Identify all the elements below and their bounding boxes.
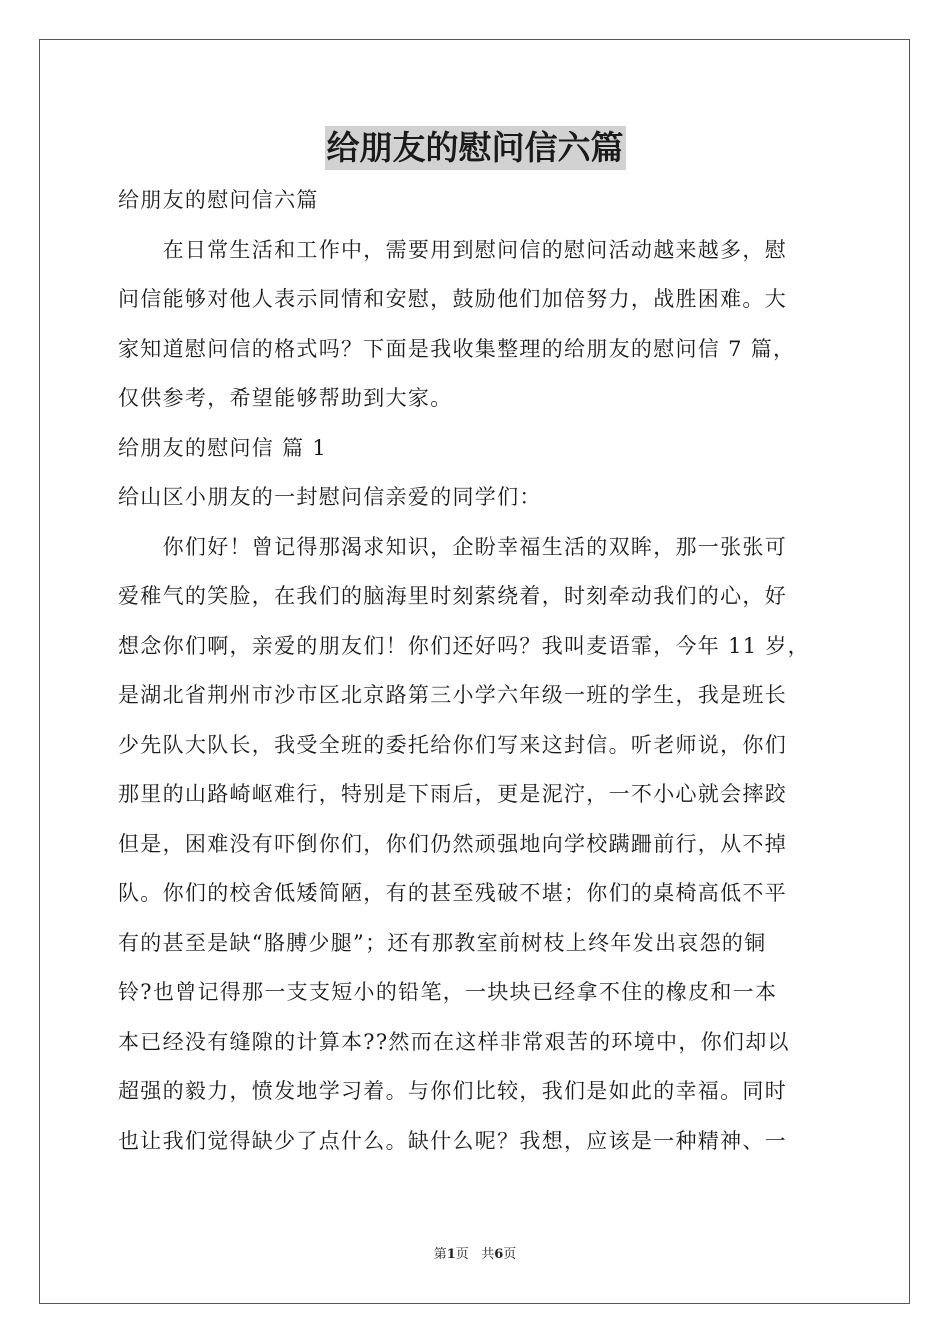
footer-total-pages: 6 <box>494 1247 504 1262</box>
text-line: 但是，困难没有吓倒你们，你们仍然顽强地向学校蹒跚前行，从不掉 <box>118 831 787 856</box>
text-line: 仅供参考，希望能够帮助到大家。 <box>118 386 453 410</box>
text-line: 铃?也曾记得那一支支短小的铅笔，一块块已经拿不住的橡皮和一本 <box>118 980 778 1004</box>
footer-page-number: 1 <box>446 1247 456 1262</box>
footer-total-prefix: 共 <box>481 1247 495 1262</box>
text-line: 少先队大队长，我受全班的委托给你们写来这封信。听老师说，你们 <box>118 732 787 757</box>
text-line: 想念你们啊，亲爱的朋友们！你们还好吗？我叫麦语霏，今年 11 岁， <box>118 633 810 658</box>
text-line: 也让我们觉得缺少了点什么。缺什么呢？我想，应该是一种精神、一 <box>118 1128 787 1153</box>
text-line: 超强的毅力，愤发地学习着。与你们比较，我们是如此的幸福。同时 <box>118 1079 787 1103</box>
section-heading: 给朋友的慰问信 篇 1 <box>118 435 328 460</box>
page-footer <box>0 1243 950 1262</box>
title-container <box>0 126 950 170</box>
text-line: 给朋友的慰问信六篇 <box>118 188 319 212</box>
page-title: 给朋友的慰问信六篇 <box>325 126 626 170</box>
text-line: 有的甚至是缺“胳膊少腿”；还有那教室前树枝上终年发出哀怨的铜 <box>118 930 767 955</box>
text-line: 给山区小朋友的一封慰问信亲爱的同学们： <box>118 485 542 509</box>
text-line: 在日常生活和工作中，需要用到慰问信的慰问活动越来越多，慰 <box>118 237 787 262</box>
text-line: 队。你们的校舍低矮简陋，有的甚至残破不堪；你们的桌椅高低不平 <box>118 881 787 905</box>
text-line: 你们好！曾记得那渴求知识，企盼幸福生活的双眸，那一张张可 <box>118 534 787 559</box>
footer-prefix: 第 <box>433 1247 447 1262</box>
text-line: 本已经没有缝隙的计算本??然而在这样非常艰苦的环境中，你们却以 <box>118 1029 790 1054</box>
footer-total-suffix: 页 <box>503 1247 517 1262</box>
text-line: 爱稚气的笑脸，在我们的脑海里时刻萦绕着，时刻牵动我们的心，好 <box>118 584 787 608</box>
text-line: 是湖北省荆州市沙市区北京路第三小学六年级一班的学生，我是班长 <box>118 683 787 707</box>
text-line: 那里的山路崎岖难行，特别是下雨后，更是泥泞，一不小心就会摔跤 <box>118 782 787 806</box>
document-body <box>118 176 836 1166</box>
footer-page-suffix: 页 <box>455 1247 469 1262</box>
text-line: 家知道慰问信的格式吗？下面是我收集整理的给朋友的慰问信 7 篇， <box>118 336 796 361</box>
text-line: 问信能够对他人表示同情和安慰，鼓励他们加倍努力，战胜困难。大 <box>118 287 787 311</box>
